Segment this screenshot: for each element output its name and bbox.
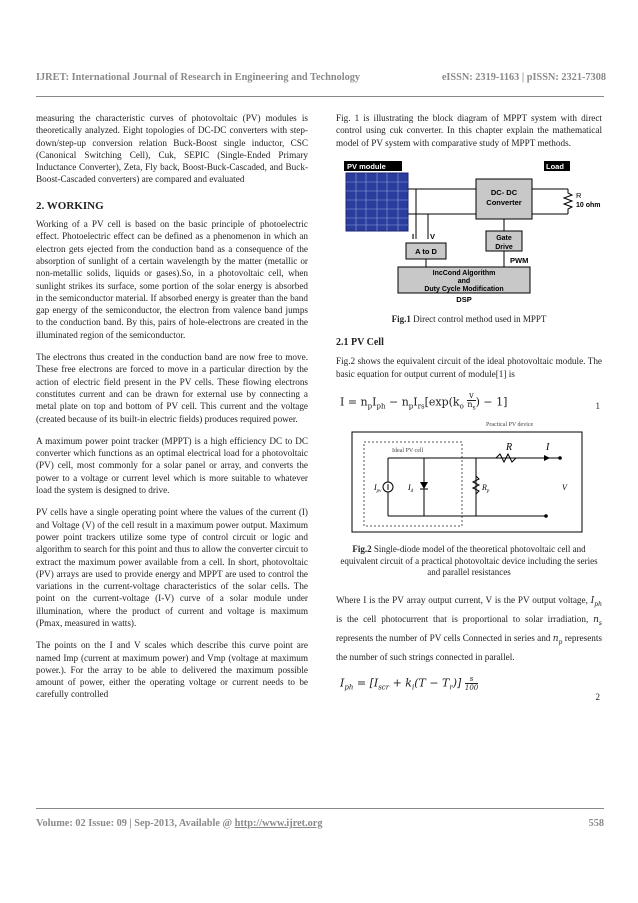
load-resistor <box>564 189 572 214</box>
output-current-arrow <box>544 455 550 461</box>
dcdc-label-1: DC- DC <box>490 187 518 197</box>
gate-label-1: Gate <box>496 234 512 242</box>
right-paragraph-2: Fig.2 shows the equivalent circuit of the ideal photovoltaic module. The basic equation for output current of module[1] is <box>336 356 602 379</box>
page-number: 558 <box>588 818 604 829</box>
practical-device-label: Practical PV device <box>486 422 534 429</box>
load-label: Load <box>546 161 564 171</box>
ideal-cell-box <box>364 442 462 526</box>
algorithm-label-2: and <box>457 277 471 285</box>
diode-symbol <box>420 482 428 489</box>
resistor-label: R <box>576 190 582 200</box>
figure-2-caption-text: Single-diode model of the theoretical photovoltaic cell and equivalent circuit of a practical photovoltaic device including the series and parallel resistances <box>340 544 598 578</box>
left-paragraph-4: A maximum power point tracker (MPPT) is a high efficiency DC to DC converter which functions as an optimal electrical load for a photovoltaic (PV) cell, most commonly for a solar panel or array, and converts the power to a voltage or current level which is more suitable to whatever load the system is designed to drive. <box>36 435 308 496</box>
pv-module-label: PV module <box>347 161 386 171</box>
atod-label: A to D <box>415 246 437 256</box>
dcdc-label-2: Converter <box>486 197 522 207</box>
rp-label: $R_p$ <box>482 483 490 495</box>
left-paragraph-5: PV cells have a single operating point where the values of the current (I) and Voltage (V) of the cell result in a maximum power output. Maximum power point trackers utilize some type of control circuit or logic and algorithm to search for this point and thus to allow the converter circuit to extract the maximum power available from a cell. In short, photovoltaic (PV) arrays are used to provide energy and MPPT are used to control the variations in the current-voltage characteristics of the solar cells. The point on the current-voltage (I-V) curve of a solar module under illumination, where the product of current and voltage is maximum (Pmax, measured in watts). <box>36 507 308 628</box>
algorithm-label-1: IncCond Algorithm <box>432 269 496 277</box>
ideal-cell-label: Ideal PV cell <box>392 448 424 455</box>
equation-2-number: 2 <box>595 691 600 702</box>
equation-2-body: $I_{ph} = [I_{scr} + k_i(T - T_r)]$ $\frac{s}{100}$ <box>340 674 479 692</box>
footer-volume: Volume: 02 Issue: 09 | Sep-2013, Available @ <box>36 818 235 829</box>
figure-1-caption <box>336 313 602 325</box>
section-heading-working: 2. WORKING <box>36 199 104 212</box>
footer-rule <box>36 808 604 809</box>
algorithm-label-3: Duty Cycle Modification <box>424 285 504 293</box>
ns-symbol: $n_s$ <box>593 614 603 627</box>
single-diode-circuit <box>336 418 602 538</box>
current-label: I <box>412 231 415 241</box>
figure-1-caption-text: Direct control method used in MPPT <box>410 313 547 324</box>
pwm-label: PWM <box>510 255 529 265</box>
left-paragraph-3: The electrons thus created in the conduction band are now free to move. These free electrons are forced to move in a particular direction by the action of electric field present in the PV cells. These flowing electrons constitutes current and can be drawn for external use by connecting a metal plate on top and bottom of PV cell. This current and the voltage (created because of its built-in electric fields) produces required power. <box>36 352 308 424</box>
right-column <box>336 112 602 703</box>
definitions-part-3: represents the number of PV cells Connected in series and <box>336 633 551 644</box>
dsp-label: DSP <box>456 294 472 304</box>
voltage-label: V <box>430 231 436 241</box>
figure-2-caption-label: Fig.2 <box>352 544 372 555</box>
variable-definitions <box>336 593 602 665</box>
equation-1-number: 1 <box>595 401 600 412</box>
right-paragraph-1: Fig. 1 is illustrating the block diagram of MPPT system with direct control using cuk converter. In this chapter explain the mathematical model of PV system with comparative study of MPPT methods. <box>336 113 602 148</box>
footer-url-link[interactable]: http://www.ijret.org <box>234 818 323 829</box>
left-column <box>36 112 308 711</box>
ipv-label: $I_{pv}$ <box>374 483 382 495</box>
subsection-heading-pv-cell: 2.1 PV Cell <box>336 337 384 349</box>
equation-1-body: $I = n_pI_{ph} - n_pI_{rs}[\exp(k_o$ $\frac{v}{n_s}$ ) − 1] <box>340 391 508 412</box>
page-header <box>36 72 606 83</box>
issn: eISSN: 2319-1163 | pISSN: 2321-7308 <box>441 72 606 83</box>
gate-label-2: Drive <box>495 243 513 251</box>
left-paragraph-2: Working of a PV cell is based on the basic principle of photoelectric effect. Photoelectric effect can be defined as a phenomenon in which an electron gets ejected from the conduction band as a consequence of the absorption of sunlight of a certain wavelength by the matter (metallic or non-metallic solids, liquids or gases).So, in a photovoltaic cell, when sunlight strikes its surface, some portion of the solar energy is absorbed in the semiconductor material. If absorbed energy is greater than the band gap energy of the semiconductor, the electron from valence band jumps to the conduction band. By this, pairs of hole-electrons are created in the illuminated region of the semiconductor. <box>36 219 308 340</box>
mppt-block-diagram <box>336 159 602 305</box>
id-label: $I_d$ <box>408 483 414 495</box>
page-footer <box>36 818 604 829</box>
definitions-part-4: represents the number of such strings connected in parallel. <box>336 633 602 663</box>
figure-2-caption <box>336 544 602 579</box>
definitions-part-2: is the cell photocurrent that is proportional to solar irradiation, <box>336 613 589 624</box>
resistor-value: 10 ohm <box>576 201 601 209</box>
output-voltage-label: V <box>562 483 567 493</box>
equation-2 <box>336 675 602 703</box>
journal-title: IJRET: International Journal of Research in Engineering and Technology <box>36 72 361 83</box>
equation-1 <box>336 388 602 418</box>
figure-2 <box>336 418 602 538</box>
definitions-part-1: Where I is the PV array output current, V is the PV output voltage, <box>336 594 588 605</box>
rs-label: R <box>506 442 513 454</box>
output-current-label: I <box>546 442 550 454</box>
header-rule <box>36 96 604 97</box>
iph-symbol: $I_{ph}$ <box>590 595 602 608</box>
left-paragraph-6: The points on the I and V scales which describe this curve point are named Imp (current at maximum power) and Vmp (voltage at maximum power.). For the array to be able to delivered the maximum possible amount of power, either the operating voltage or current needs to be carefully controlled <box>36 640 308 700</box>
figure-1 <box>336 159 602 305</box>
figure-1-caption-label: Fig.1 <box>391 313 411 324</box>
left-paragraph-1: measuring the characteristic curves of photovoltaic (PV) modules is theoretically analyzed. Eight topologies of DC-DC converters with step-down/step-up conversion relation Buck-Boost single inductor, CSC (Canonical Switching Cell), Cuk, SEPIC (Single-Ended Primary Inductance Converter), Zeta, Fly back, Boost-Buck-Cascaded, and Buck-Boost-Cascaded converters) are compared and evaluated <box>36 113 308 185</box>
np-symbol: $n_p$ <box>552 634 563 646</box>
